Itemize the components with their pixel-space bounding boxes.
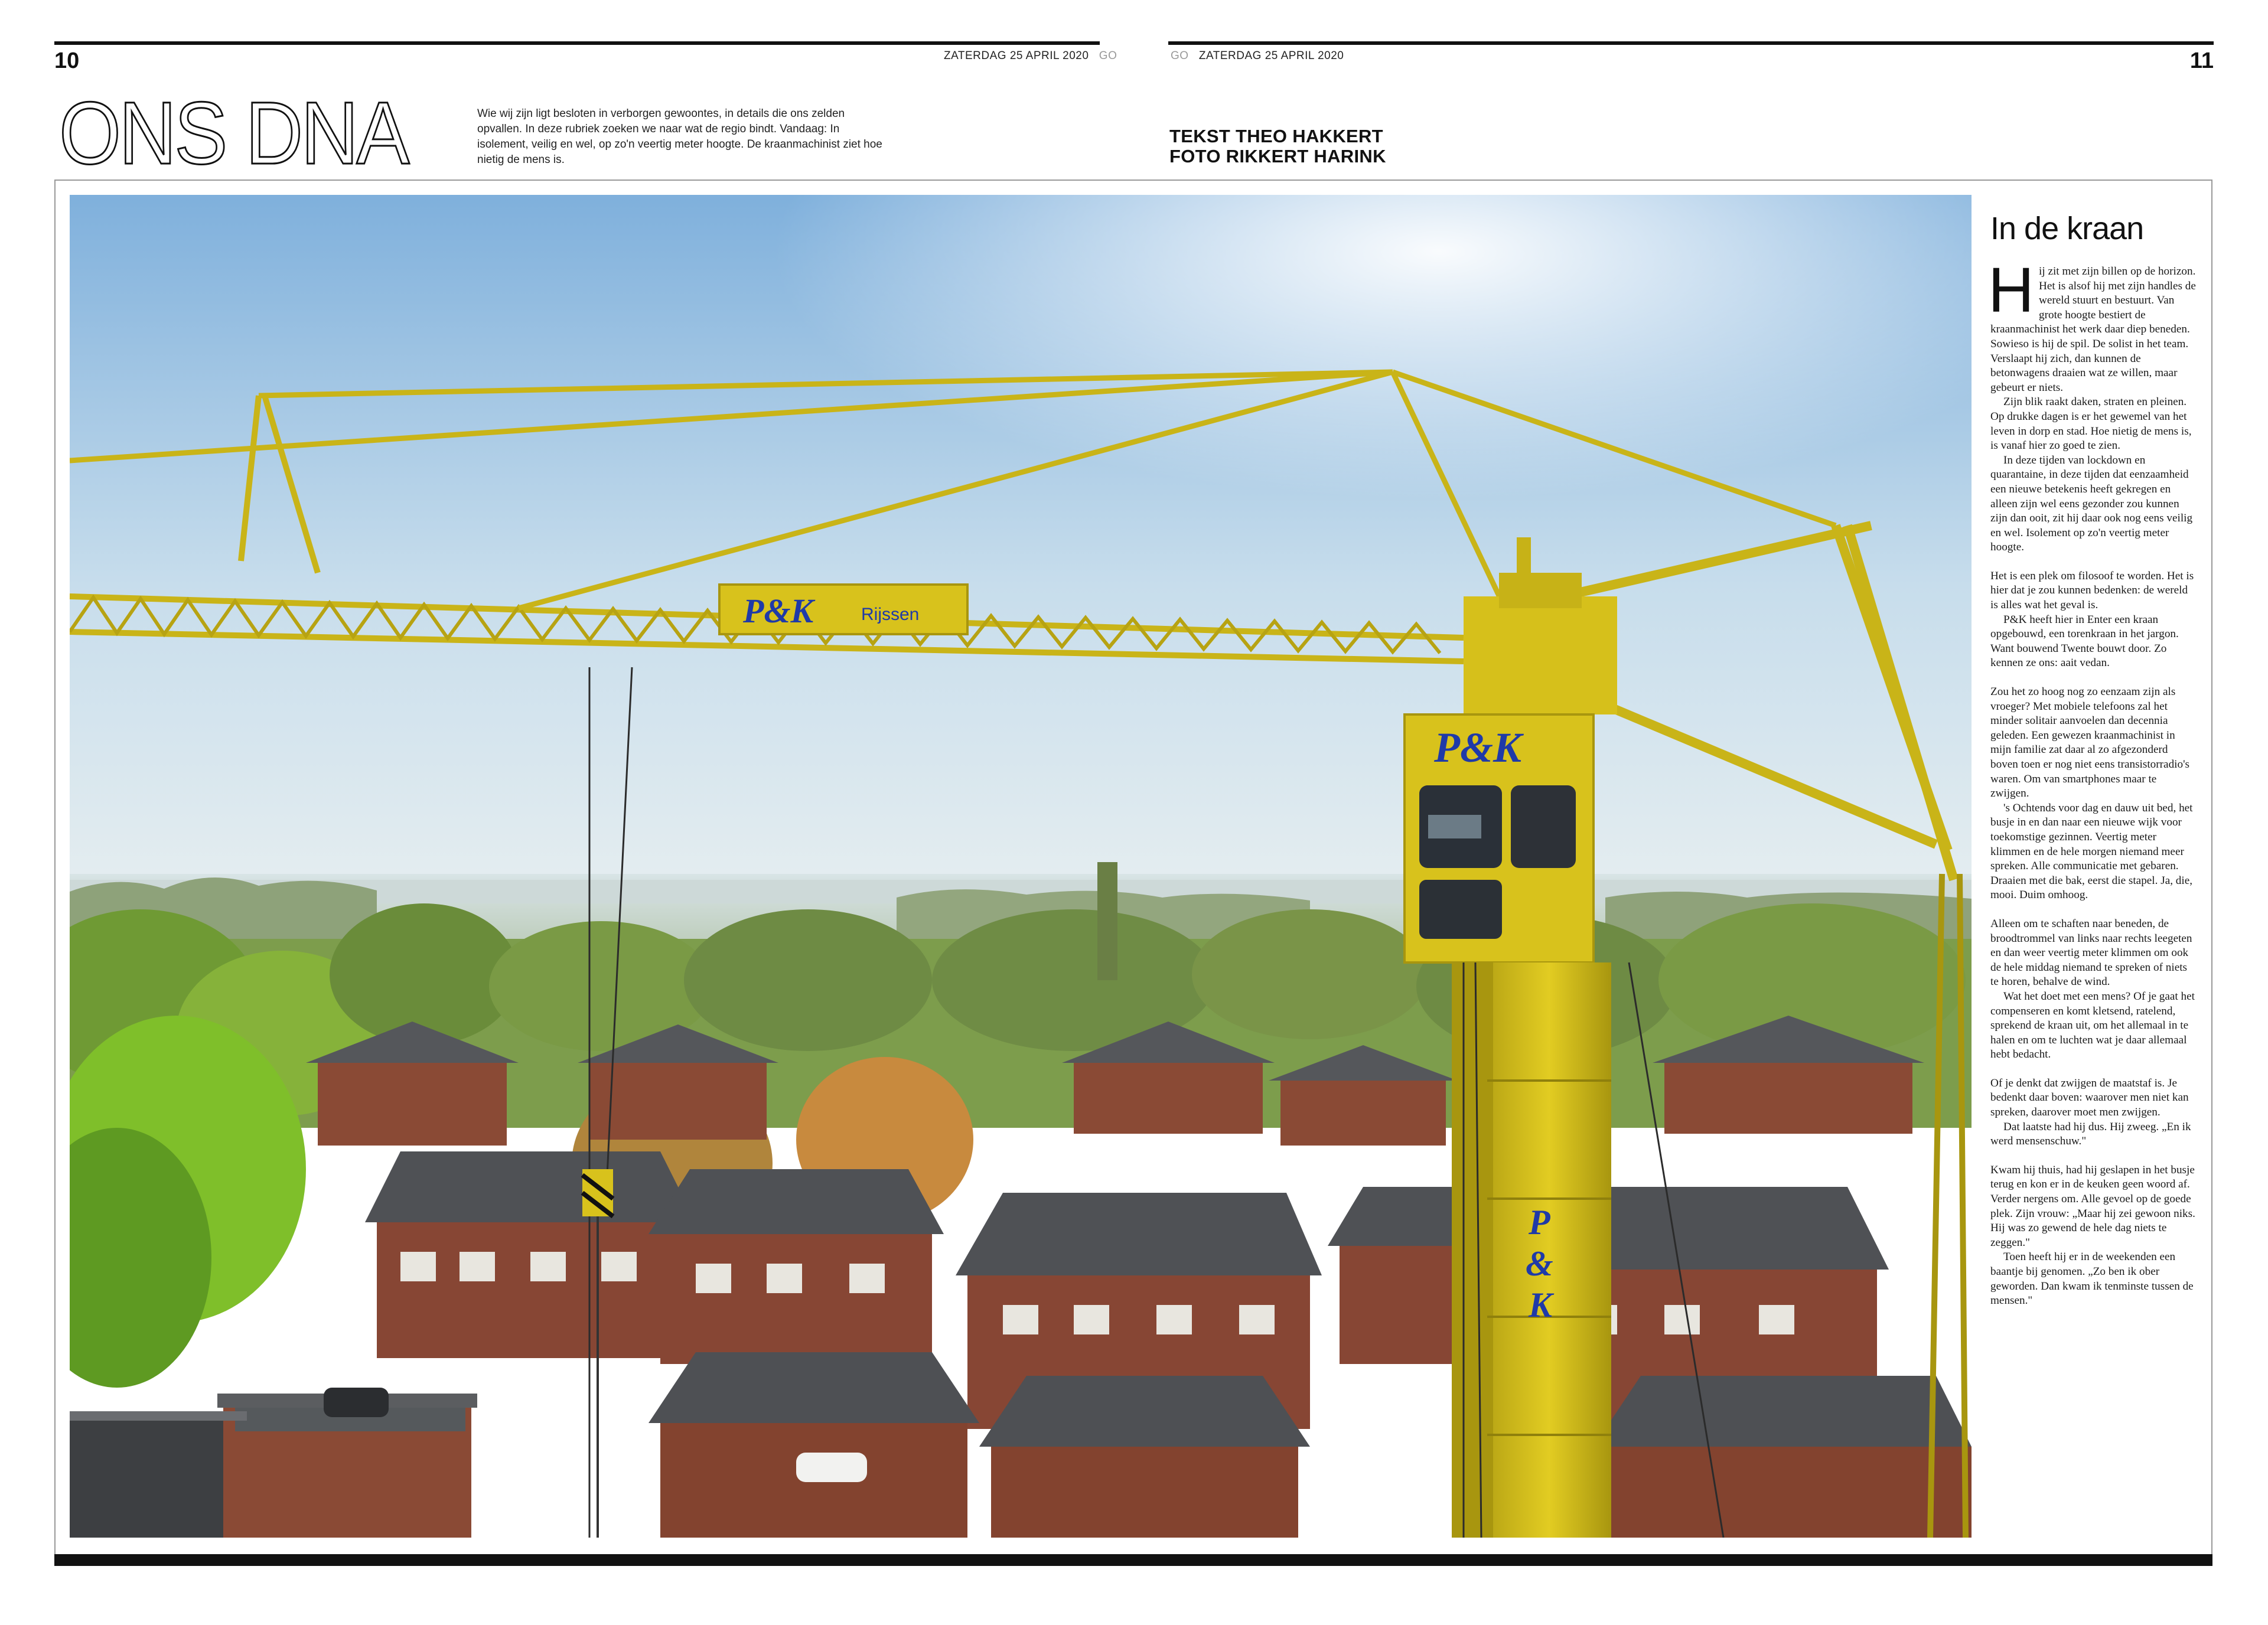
page-number-right: 11	[2189, 48, 2214, 73]
article-title: In de kraan	[1990, 211, 2144, 246]
article-body	[1988, 254, 2197, 1309]
crane-photo	[70, 195, 1972, 1538]
article-paragraph: Of je denkt dat zwijgen de maatstaf is. Je bedenkt daar boven: waarover men niet kan spreken, daarover moet men zwijgen.	[1990, 1076, 2189, 1119]
article-column	[1990, 195, 2197, 1309]
article-paragraph: Zou het zo hoog nog zo eenzaam zijn als vroeger? Met mobiele telefoons zal het minder solitair aanvoelen dan decennia geleden. Een gewezen kraanmachinist in mijn familie zat daar al zo afgezonderd boven toen er nog niet eens transistorradio's waren. Om van smartphones maar te zwijgen.	[1990, 686, 2190, 800]
article-paragraph: Zijn blik raakt daken, straten en pleinen. Op drukke dagen is er het gewemel van het leven in dorp en stad. Hoe nietig de mens is, is vanaf hier zo goed te zien.	[1990, 396, 2192, 452]
page-number-left: 10	[54, 48, 80, 73]
article-paragraph: Wat het doet met een mens? Of je gaat het compenseren en komt kletsend, ratelend, sprekend de kraan uit, om het allemaal in te halen en om te luchten wat je daar allemaal hebt bedacht.	[1990, 990, 2195, 1061]
credit-text: TEKST THEO HAKKERT	[1169, 126, 1383, 146]
dateline-section: GO	[1171, 50, 1189, 62]
svg-text:P: P	[1529, 1203, 1550, 1242]
paragraph-text: ij zit met zijn billen op de horizon. Het is alsof hij met zijn handles de wereld stuurt en bestuurt. Van grote hoogte bestiert de kraanmachinist het werk daar diep beneden. Sowieso is hij de spil. De solist in het team. Verslaapt hij zich, dan kunnen de betonwagens draaien wat ze willen, maar gebeurt er niets.	[1990, 265, 2196, 394]
credits	[1169, 126, 1386, 167]
article-paragraph: Het is een plek om filosoof te worden. Het is hier dat je zou kunnen bedenken: de wereld is alles wat het geval is.	[1990, 569, 2194, 612]
article-paragraph	[1988, 254, 2197, 395]
article-paragraph: Kwam hij thuis, had hij geslapen in het busje terug en kon er in de keuken geen woord af. Verder nergens om. Alle gevoel op de goede plek. Zijn vrouw: „Maar hij zei gewoon niks. Hij was zo gewend de hele dag niets te zeggen."	[1990, 1163, 2195, 1249]
dateline-date: ZATERDAG 25 APRIL 2020	[1198, 50, 1344, 62]
top-rule-right	[1168, 41, 2214, 45]
credit-photo: FOTO RIKKERT HARINK	[1169, 146, 1386, 167]
drop-cap: H	[1988, 254, 2034, 325]
article-paragraph: Dat laatste had hij dus. Hij zweeg. „En ik werd mensenschuw."	[1990, 1120, 2191, 1148]
dateline-left	[944, 50, 1117, 63]
dateline-date: ZATERDAG 25 APRIL 2020	[944, 50, 1089, 62]
page-headline	[59, 83, 446, 182]
article-paragraph: P&K heeft hier in Enter een kraan opgebouwd, een torenkraan in het jargon. Want bouwend Twente bouwt door. Zo kennen ze ons: aait vedan.	[1990, 613, 2179, 670]
intro-text: Wie wij zijn ligt besloten in verborgen gewoontes, in details die ons zelden opvallen. In deze rubriek zoeken we naar wat de regio bindt. Vandaag: In isolement, veilig en wel, op zo'n veertig meter hoogte. De kraanmachinist ziet hoe nietig de mens is.	[477, 107, 882, 166]
bottom-bar	[54, 1554, 2212, 1566]
boom-sign-town: Rijssen	[861, 605, 920, 624]
dateline-section: GO	[1099, 50, 1117, 62]
svg-text:&: &	[1526, 1244, 1553, 1283]
top-rule-left	[54, 41, 1100, 45]
article-paragraph: Alleen om te schaften naar beneden, de broodtrommel van links naar rechts leegeten en dan weer veertig meter klimmen om ook de hele middag niemand te spreken of niets te horen, behalve de wind.	[1990, 917, 2192, 988]
dateline-right	[1171, 50, 1344, 63]
headline-text: ONS DNA	[59, 83, 408, 182]
article-paragraph: In deze tijden van lockdown en quarantaine, in deze tijden dat eenzaamheid een nieuwe betekenis heeft gekregen en alleen zijn wel eens gezonder zou kunnen zijn dan ooit, zit hij daar ook nog eens veilig en wel. Isolement op zo'n veertig meter hoogte.	[1990, 453, 2193, 554]
article-paragraph: Toen heeft hij er in de weekenden een baantje bij genomen. „Zo ben ik ober geworden. Dan kwam ik tenminste tussen de mensen."	[1990, 1251, 2194, 1307]
cab-sign-text: P&K	[1434, 724, 1522, 771]
article-paragraph: 's Ochtends voor dag en dauw uit bed, het busje in en dan naar een nieuwe wijk voor toekomstige gezinnen. Veertig meter klimmen en de hele morgen niemand meer spreken. Alle communicatie met gebaren. Draaien met die bak, eerst die stapel. Ja, die, mooi. Duim omhoog.	[1990, 801, 2193, 902]
boom-sign-text: P&K	[743, 592, 814, 630]
mast-sign	[1526, 1203, 1555, 1324]
svg-text:K: K	[1529, 1285, 1553, 1324]
crane-photo-illustration	[70, 195, 1972, 1538]
